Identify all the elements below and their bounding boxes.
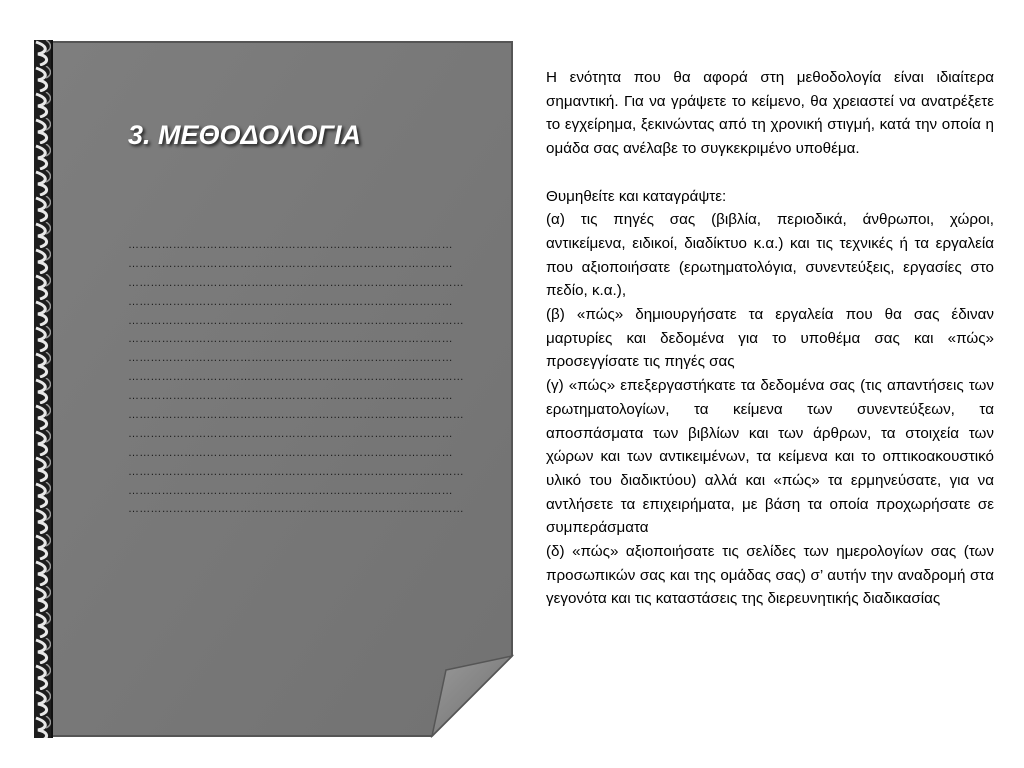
dotted-line: ………………………………………………………………………………	[128, 465, 464, 478]
list-item-a: (α) τις πηγές σας (βιβλία, περιοδικά, άνθρωποι, χώροι, αντικείμενα, ειδικοί, διαδίκτυο κ.α.) και τις τεχνικές ή τα εργαλεία που αξιοποιήσατε (ερωτηματολόγια, συνεντεύξεις, εργασίες στο πεδίο, κ.α.),	[546, 211, 994, 300]
dotted-line: ……………………………………………………………………………	[128, 257, 453, 270]
dotted-line: ……………………………………………………………………………	[128, 390, 453, 403]
book-graphic	[34, 40, 514, 738]
dotted-line: ……………………………………………………………………………	[128, 239, 453, 251]
list-item-b: (β) «πώς» δημιουργήσατε τα εργαλεία που θα σας έδιναν μαρτυρίες και δεδομένα για το υποθέμα σας και «πώς» προσεγγίσατε τις πηγές σας	[546, 306, 994, 371]
book-spine	[34, 40, 52, 738]
dotted-line: ……………………………………………………………………………	[128, 484, 453, 497]
list-item-c: (γ) «πώς» επεξεργαστήκατε τα δεδομένα σας (τις απαντήσεις των ερωτηματολογίων, τα κείμενα των συνεντεύξεων, τα αποσπάσματα των βιβλίων και των άρθρων, τα στοιχεία των χώρων και των αντικειμένων, τα κείμενα και το οπτικοακουστικό υλικό του διαδικτύου) αλλά και «πώς» τα ερμηνεύσατε, για να αντλήσετε τα επιχειρήματα, με βάση τα οποία προχωρήσατε σε συμπεράσματα	[546, 377, 994, 537]
dotted-line: ………………………………………………………………………………	[128, 314, 464, 327]
intro-paragraph: Η ενότητα που θα αφορά στη μεθοδολογία είναι ιδιαίτερα σημαντική. Για να γράψετε το κείμενο, θα χρειαστεί να ανατρέξετε το εγχείρημα, ξεκινώντας από τη χρονική στιγμή, κατά την οποία η ομάδα σας ανέλαβε το συγκεκριμένο υποθέμα.	[546, 69, 994, 158]
dotted-line: ………………………………………………………………………………	[128, 276, 464, 289]
dotted-line: ……………………………………………………………………………	[128, 427, 453, 440]
dotted-line: ……………………………………………………………………………	[128, 352, 453, 365]
prompt-line: Θυμηθείτε και καταγράψτε:	[546, 187, 727, 205]
methodology-text	[546, 66, 994, 611]
dotted-line: ………………………………………………………………………………	[128, 409, 464, 422]
book-title: 3. ΜΕΘΟΔΟΛΟΓΙΑ	[128, 120, 361, 150]
dotted-line: ………………………………………………………………………………	[128, 371, 464, 384]
dotted-line: ………………………………………………………………………………	[128, 503, 464, 516]
list-item-d: (δ) «πώς» αξιοποιήσατε τις σελίδες των ημερολογίων σας (των προσωπικών σας και της ομάδας σας) σ’ αυτήν την αναδρομή στα γεγονότα και τις καταστάσεις της διερευνητικής διαδικασίας	[546, 543, 994, 608]
dotted-line: ……………………………………………………………………………	[128, 333, 453, 346]
dotted-lines	[128, 236, 468, 519]
dotted-line: ……………………………………………………………………………	[128, 446, 453, 459]
dotted-line: ……………………………………………………………………………	[128, 295, 453, 308]
